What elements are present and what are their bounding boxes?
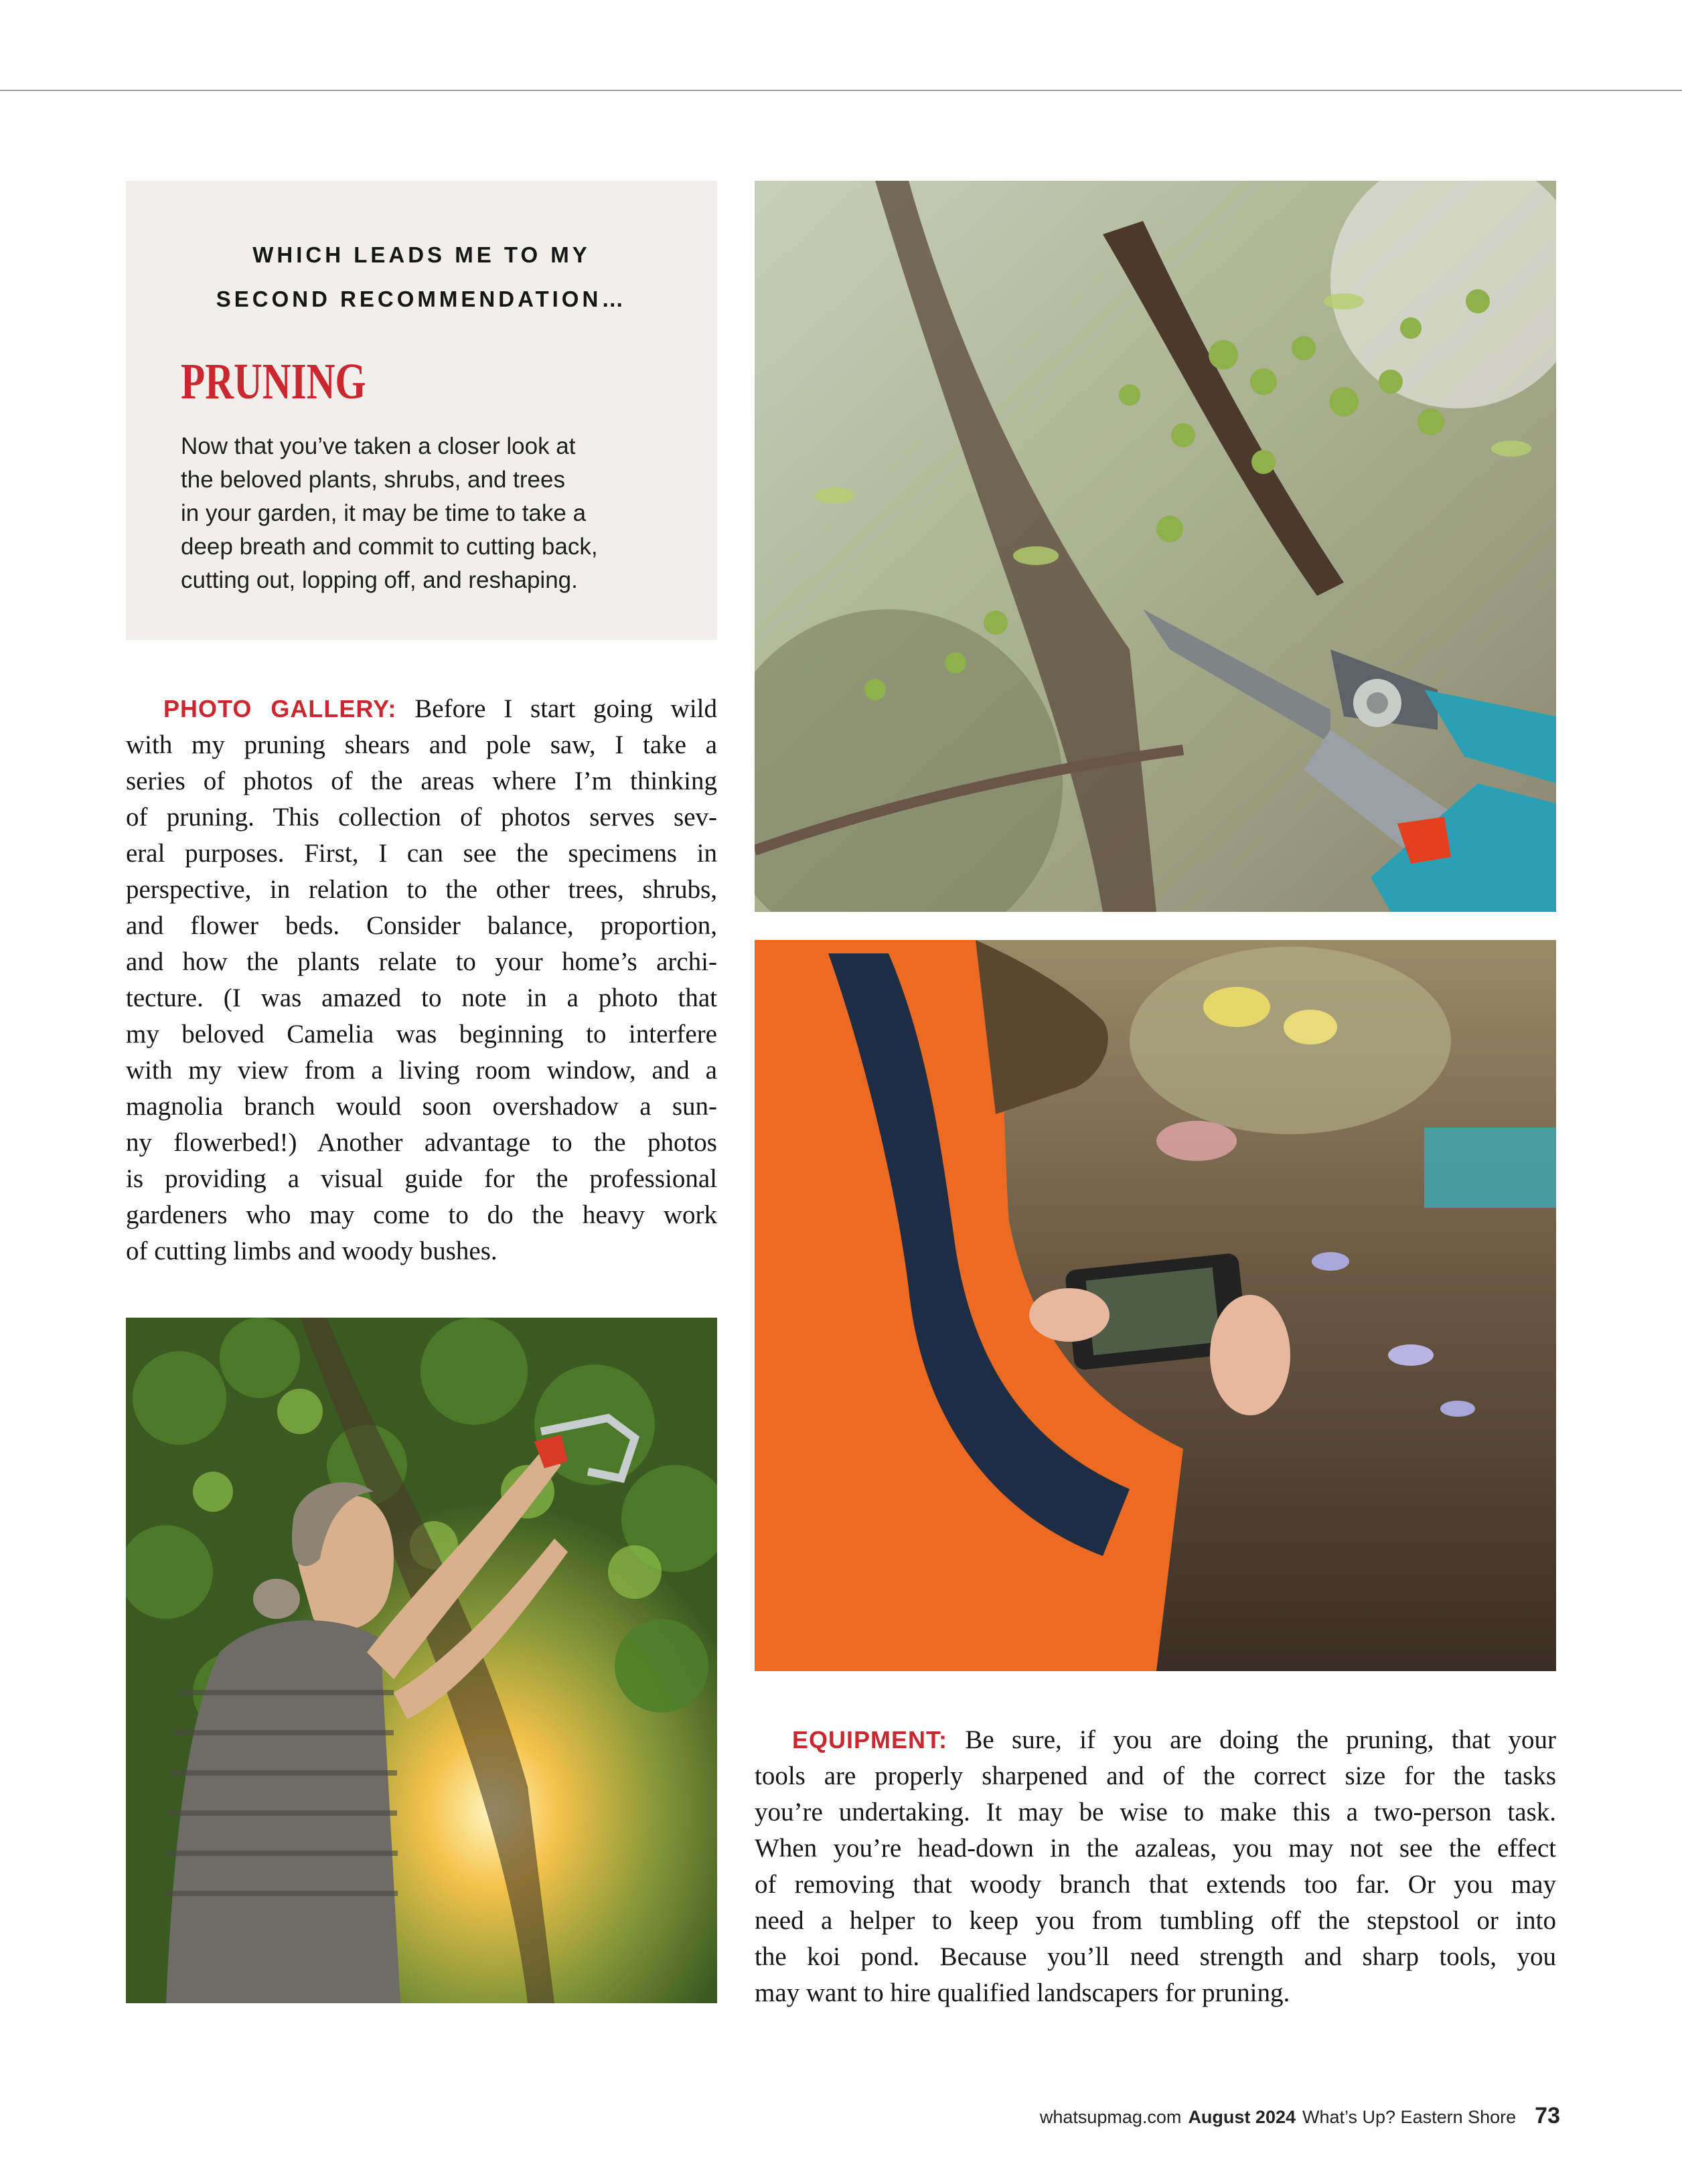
page-number: 73: [1535, 2103, 1560, 2128]
footer-issue: August 2024: [1188, 2107, 1296, 2127]
paragraph-line: with my view from a living room window, and a: [126, 1056, 717, 1085]
paragraph-line: of removing that woody branch that extends too far. Or you may: [755, 1870, 1556, 1899]
sidebar-text-line: the beloved plants, shrubs, and trees: [181, 467, 565, 493]
section-heading: PRUNING: [181, 354, 366, 410]
paragraph-line: of pruning. This collection of photos serves sev-: [126, 803, 717, 832]
paragraph-line: eral purposes. First, I can see the specimens in: [126, 839, 717, 868]
footer-magazine: What’s Up? Eastern Shore: [1302, 2107, 1517, 2127]
paragraph-line: series of photos of the areas where I’m thinking: [126, 767, 717, 795]
paragraph-line: [755, 1722, 1556, 1758]
sidebar-text-line: in your garden, it may be time to take a: [181, 500, 587, 526]
paragraph-line: need a helper to keep you from tumbling off the stepstool or into: [755, 1906, 1556, 1935]
woman-pruning-photo: [126, 1318, 717, 2003]
sidebar-text-line: cutting out, lopping off, and reshaping.: [181, 567, 578, 593]
kicker-line: WHICH LEADS ME TO MY: [252, 242, 591, 267]
sidebar-text-line: Now that you’ve taken a closer look at: [181, 433, 576, 459]
paragraph-line: the koi pond. Because you’ll need strength and sharp tools, you: [755, 1942, 1556, 1971]
kicker-line: SECOND RECOMMENDATION…: [216, 287, 627, 311]
line-text: Before I start going wild: [414, 694, 717, 723]
photo-gallery-lead: PHOTO GALLERY:: [163, 695, 397, 722]
page-footer: [1040, 2102, 1560, 2130]
photo-gallery-paragraph: [126, 691, 717, 1269]
paragraph-line: with my pruning shears and pole saw, I take a: [126, 730, 717, 759]
line-text: Be sure, if you are doing the pruning, that your: [965, 1725, 1557, 1754]
paragraph-line: you’re undertaking. It may be wise to make this a two-person task.: [755, 1798, 1556, 1826]
sidebar-text-line: deep breath and commit to cutting back,: [181, 534, 598, 560]
pruning-sidebar: [126, 181, 717, 640]
phone-photographing-photo: [755, 940, 1556, 1671]
paragraph-line: of cutting limbs and woody bushes.: [126, 1237, 498, 1265]
equipment-paragraph: [755, 1722, 1556, 2011]
paragraph-line: [126, 691, 717, 727]
shears-branch-photo: [755, 181, 1556, 912]
paragraph-line: ny flowerbed!) Another advantage to the photos: [126, 1128, 717, 1157]
paragraph-line: magnolia branch would soon overshadow a sun-: [126, 1092, 717, 1121]
top-rule: [0, 90, 1682, 91]
paragraph-line: When you’re head-down in the azaleas, you may not see the effect: [755, 1834, 1556, 1863]
paragraph-line: is providing a visual guide for the professional: [126, 1164, 717, 1193]
paragraph-line: tools are properly sharpened and of the correct size for the tasks: [755, 1762, 1556, 1790]
paragraph-line: tecture. (I was amazed to note in a photo that: [126, 984, 717, 1012]
paragraph-line: and flower beds. Consider balance, proportion,: [126, 911, 717, 940]
paragraph-line: may want to hire qualified landscapers for pruning.: [755, 1978, 1290, 2007]
sidebar-intro: [181, 430, 690, 597]
paragraph-line: my beloved Camelia was beginning to interfere: [126, 1020, 717, 1048]
equipment-lead: EQUIPMENT:: [792, 1726, 948, 1753]
footer-site: whatsupmag.com: [1039, 2107, 1182, 2127]
paragraph-line: and how the plants relate to your home’s archi-: [126, 947, 717, 976]
sidebar-kicker: [126, 233, 717, 321]
paragraph-line: perspective, in relation to the other trees, shrubs,: [126, 875, 717, 904]
paragraph-line: gardeners who may come to do the heavy work: [126, 1200, 717, 1229]
